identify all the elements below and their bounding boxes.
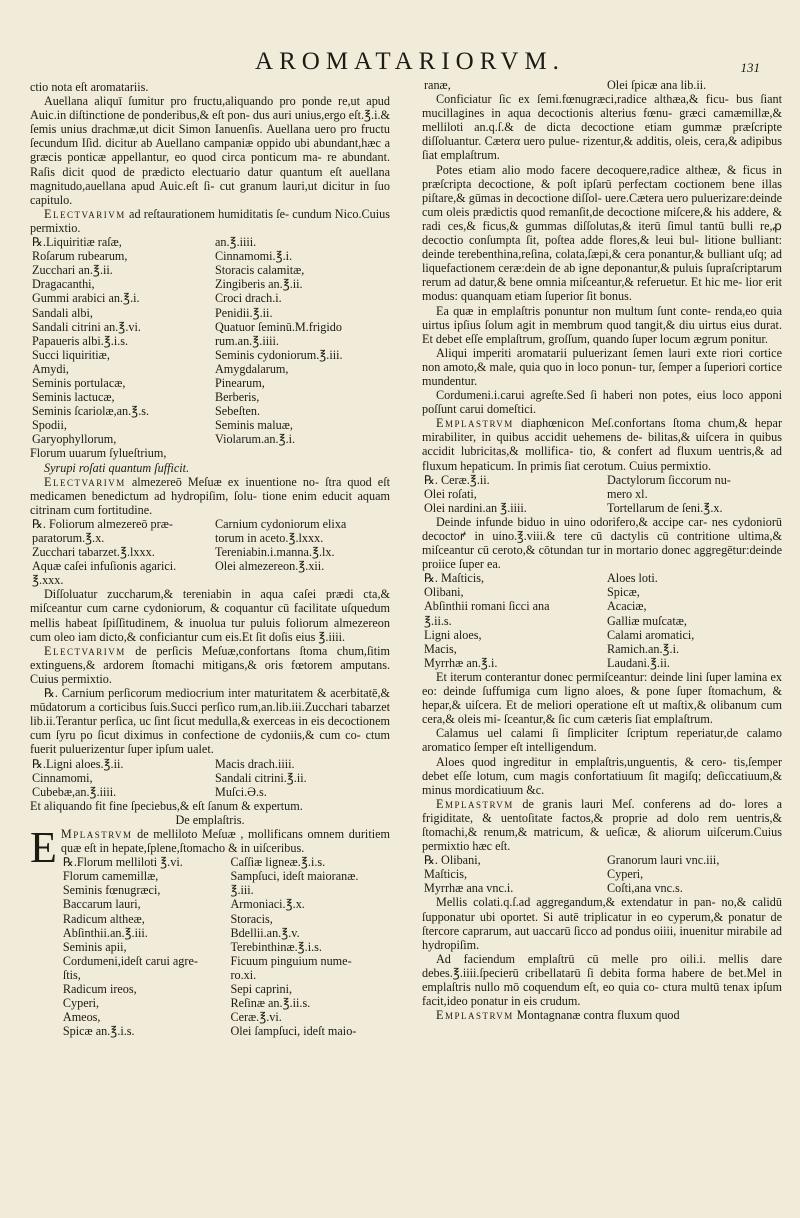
recipe-ingredient: Garyophyllorum, <box>32 432 117 447</box>
recipe-ingredient: Storacis calamitæ, <box>215 263 305 278</box>
recipe-ingredient: ℞. Maſticis, <box>424 571 485 586</box>
recipe-ingredient: Ceræ.℥.vi. <box>230 1010 282 1025</box>
recipe-ingredient: Zucchari tabarzet.℥.lxxx. <box>32 545 155 560</box>
recipe-ingredient: Olei nardini.an ℥.iiii. <box>424 500 527 515</box>
recipe-ingredient: Quatuor ſeminū.M.frigido <box>215 319 342 334</box>
section-heading: De emplaſtris. <box>175 812 245 827</box>
right-column <box>422 78 782 1208</box>
recipe-ingredient: Sebeſten. <box>215 404 261 419</box>
recipe-ingredient: Seminis fœnugræci, <box>62 883 161 898</box>
paragraph: Electvarivm almezereō Meſuæ ex inuentione no‑ ſtra quod eſt medicamen benedictum ad hydropiſim, ſolu‑ tione enim educit aquam citrinam cum fortitudine. <box>30 474 390 517</box>
recipe-ingredient: Florum camemillæ, <box>62 869 159 884</box>
paragraph: Emplastrvm Montagnanæ contra fluxum quod <box>436 1008 680 1023</box>
recipe-ingredient: Carnium cydoniorum elixa <box>215 516 347 531</box>
recipe-ingredient: Macis, <box>424 641 457 656</box>
recipe-ingredient: Spicæ an.℥.i.s. <box>62 1024 135 1039</box>
recipe-ingredient: Seminis portulacæ, <box>32 375 126 390</box>
recipe-ingredient: Reſinæ an.℥.ii.s. <box>230 996 311 1011</box>
paragraph: ℞. Carnium perſicorum mediocrium inter maturitatem & acerbitatē,& mūdatorum a corticibus ſuis.Succi perſico rum,an.lib.iii.Zucchari tabarzet lib.ii.Terantur perſica, uc ſint ſicut medulla,& exerceas in eis decoctionem cum ſyru po ſicut diximus in confectione de cydoniis,& cum co‑ ctum fuerit puluerizentur ſuper ipſum ualet. <box>30 686 390 757</box>
recipe-ingredient: Papaueris albi.℥.i.s. <box>32 333 129 348</box>
paragraph: Syrupi roſati quantum ſufficit. <box>44 460 190 475</box>
recipe-ingredient: Caſſiæ ligneæ.℥.i.s. <box>230 855 326 870</box>
recipe-ingredient: Pinearum, <box>215 375 265 390</box>
recipe-ingredient: Armoniaci.℥.x. <box>230 897 305 912</box>
recipe-ingredient: ℞. Ceræ.℥.ii. <box>424 472 490 487</box>
paragraph: E Mplastrvm de melliloto Meſuæ , mollificans omnem duritiem quæ eſt in hepate,ſplene,ſtomacho & in uiſceribus. <box>30 822 390 872</box>
recipe-ingredient: Sandali citrini an.℥.vi. <box>32 319 141 334</box>
recipe-ingredient: Muſci.Ə.s. <box>215 784 267 799</box>
section-lead: Electvarivm <box>44 474 126 489</box>
recipe-ingredient: mero xl. <box>607 486 648 501</box>
recipe-ingredient: ro.xi. <box>230 967 257 982</box>
paragraph: Electvarivm ad reſtaurationem humiditatis ſe‑ cundum Nico.Cuius permixtio. <box>30 206 390 235</box>
recipe-list <box>30 757 390 799</box>
paragraph: Et aliquando fit fine ſpeciebus,& eſt ſanum & expertum. <box>30 798 303 813</box>
recipe-ingredient: an.℥.iiii. <box>215 235 257 250</box>
recipe-ingredient: Tereniabin.i.manna.℥.lx. <box>215 545 335 560</box>
paragraph: Deinde infunde biduo in uino odorifero,& accipe car‑ nes cydoniorū decoctoꝵ in uino.℥.viii.& tere cū dactylis cū contritione ultima,& miſceantur cū ceroto,& cōtundan tur in mortario donec aggregētur:deinde proiice ſuper ea. <box>422 514 782 572</box>
recipe-ingredient: Berberis, <box>215 390 260 405</box>
recipe-ingredient: ℞. Olibani, <box>424 853 481 868</box>
recipe-ingredient: Amygdalarum, <box>215 361 289 376</box>
recipe-ingredient: Radicum ireos, <box>62 982 137 996</box>
recipe-ingredient: Spodii, <box>32 418 67 433</box>
recipe-ingredient: Roſarum rubearum, <box>32 249 128 264</box>
recipe-ingredient: rum.an.℥.iiii. <box>215 333 279 348</box>
section-lead: Electvarivm <box>44 643 126 658</box>
paragraph: Emplastrvm diaphœnicon Meſ.confortans ſtoma chum,& hepar mirabiliter, in quibus accidit uehemens de‑ bilitas,& uiſcera in quibus accidit lubricitas,& mollifica‑ tio, & confert ad fluxum uentris,& ad fluxum hepaticum. In primis ſiat cerotum. Cuius permixtio. <box>422 416 782 473</box>
left-column <box>30 80 390 1210</box>
recipe-ingredient: Seminis maluæ, <box>215 418 293 433</box>
recipe-ingredient: Tortellarum de ſeni.℥.x. <box>607 500 723 515</box>
recipe-ingredient: Dactylorum ſiccorum nu‑ <box>607 472 731 487</box>
recipe-ingredient: Radicum altheæ, <box>62 911 145 926</box>
paragraph: Diſſoluatur zuccharum,& tereniabin in aqua caſei prædi cta,& miſceantur cum carne cydoniorum, & coquantur cū facilitate uſquedum mellis habeat ſpiſſitudinem, & inuolua tur puluis foliorum almezereon cum oleo iam dicto,& conficiantur cum eis.Et ſit doſis eius ℥.iiii. <box>30 587 390 644</box>
recipe-list <box>30 235 390 446</box>
recipe-ingredient: Ameos, <box>62 1010 101 1025</box>
recipe-ingredient: ℥.ii.s. <box>424 613 452 628</box>
recipe-ingredient: Laudani.℥.ii. <box>607 655 670 670</box>
recipe-list <box>422 853 782 895</box>
recipe-ingredient: ℞. Foliorum almezereō præ‑ <box>32 516 173 531</box>
recipe-ingredient: Macis drach.iiii. <box>215 756 295 771</box>
recipe-ingredient: Sampſuci, ideſt maioranæ. <box>230 869 359 884</box>
recipe-ingredient: ℥.iii. <box>230 883 254 898</box>
recipe-ingredient: Calami aromatici, <box>607 627 695 642</box>
recipe-ingredient: Coſti,ana vnc.s. <box>607 881 683 896</box>
recipe-ingredient: ranæ, <box>424 78 451 92</box>
paragraph: Calamus uel calami ſi ſimpliciter ſcriptum reperiatur,de calamo aromatico ſemper eſt intelligendum. <box>422 726 782 755</box>
recipe-ingredient: paratorum.℥.x. <box>32 531 105 545</box>
recipe-ingredient: Ficuum pinguium nume‑ <box>230 953 352 968</box>
recipe-ingredient: Cinnamomi.℥.i. <box>215 249 293 264</box>
paragraph: Ea quæ in emplaſtris ponuntur non multum ſunt conte‑ renda,eo quia uirtus ipſius ſolum agit in membrum quod tangit,& diu uirtus eius durat. Et debet eſſe emplaſtrum, groſſum, quando ſuper locum ægrum ponitur. <box>422 303 782 346</box>
recipe-ingredient: Spicæ, <box>607 585 640 600</box>
recipe-ingredient: Granorum lauri vnc.iii, <box>607 853 720 868</box>
recipe-ingredient: Olei ſampſuci, ideſt maio‑ <box>230 1024 357 1039</box>
recipe-ingredient: Croci drach.i. <box>215 291 282 306</box>
recipe-ingredient: Cubebæ,an.℥.iiii. <box>32 784 117 799</box>
paragraph: Potes etiam alio modo facere decoquere,radice altheæ, & ficus in præſcripta decoctione, & poſt ipſarū perfectam coctionem bene illas piſtare,& gūmas in decoctione diſſol‑ uere.Cætera uero puluerizare:deinde cum oleis prædictis quod remanſit,de decoctione miſcere,& his addere, & radi ces,& ficus,& gummas diſſolutas,& iterū ſimul tantū bulli re,ꝓ decoctio conſumpta ſit, poſtea adde flores,& leui bul‑ litione bulliant: deinde terebenthina,reſina, colata,ſæpi,& cera ponantur,& bulliant uſq; ad liquefactionem ceræ:dein de ab igne deponantur,& puluis ſupraſcriptarum rerum ad datur,& bene omnia miſceantur,& referuetur. Et hic me‑ lior erit modus: quanquam etiam ſuperior ſit bonus. <box>422 162 782 304</box>
recipe-ingredient: ℞.Florum melliloti ℥.vi. <box>62 855 183 870</box>
recipe-ingredient: Maſticis, <box>424 867 467 882</box>
drop-cap: E <box>30 822 57 872</box>
recipe-ingredient: Abſinthii romani ſicci ana <box>424 599 550 614</box>
paragraph: Emplastrvm de granis lauri Meſ. conferens ad do‑ lores a frigiditate, & uentoſitate factos,& proprie ad dolo rem uentris,& ſtomachi,& renum,& matricum, & ueſicæ, & aliorum uiſcerum.Cuius permixtio hæc eſt. <box>422 796 782 854</box>
paragraph: Et iterum conterantur donec permiſceantur: deinde lini ſuper lamina ex eo: deinde ſuffumiga cum ligno aloes, & pone ſuper ſtomachum, & hepar,& uiſcera. Et de meliori operatione eſt ut maſtix,& olibanum cum cera,& oleis mi‑ ſceantur,& ſic cum cæteris ſiat emplaſtrum. <box>422 669 782 727</box>
recipe-ingredient: Acaciæ, <box>607 599 647 614</box>
section-lead: Emplastrvm <box>436 796 514 811</box>
recipe-ingredient: Terebinthinæ.℥.i.s. <box>230 939 322 954</box>
recipe-ingredient: ℥.xxx. <box>32 573 64 588</box>
section-lead: Emplastrvm <box>436 1008 514 1023</box>
recipe-ingredient: ℞.Ligni aloes.℥.ii. <box>32 756 124 771</box>
recipe-list <box>61 855 390 1038</box>
recipe-ingredient: Sandali citrini.℥.ii. <box>215 770 307 785</box>
paragraph: Conficiatur ſic ex ſemi.fœnugræci,radice althæa,& ficu‑ bus ſiant mucillagines in aqua decoctionis alterius fœnu‑ græci camæmillæ,& melliloti an.q.ſ.& de dicta decoctione etiam gummæ præſcripte diſſoluantur. Cæterα uero pulue‑ rizentur,& additis, oleis, cera,& adipibus ſiat emplaſtrum. <box>422 92 782 163</box>
recipe-ingredient: Seminis cydoniorum.℥.iii. <box>215 347 343 362</box>
paragraph: Florum uuarum ſylueſtrium, <box>30 446 167 461</box>
recipe-ingredient: Gummi arabici an.℥.i. <box>32 291 140 306</box>
recipe-ingredient: Seminis lactucæ, <box>32 390 115 405</box>
paragraph: Cordumeni.i.carui agreſte.Sed ſi haberi non potes, eius loco apponi poſſunt carui domeſtici. <box>422 388 782 417</box>
recipe-ingredient: Aquæ caſei infuſionis agarici. <box>32 559 177 574</box>
recipe-ingredient: Storacis, <box>230 911 273 926</box>
recipe-ingredient: Ramich.an.℥.i. <box>607 641 680 656</box>
recipe-ingredient: Olei roſati, <box>424 486 477 501</box>
recipe-ingredient: Seminis ſcariolæ,an.℥.s. <box>32 404 150 419</box>
recipe-ingredient: Cyperi, <box>607 867 644 882</box>
recipe-ingredient: Penidii.℥.ii. <box>215 305 273 320</box>
recipe-ingredient: Sepi caprini, <box>230 982 293 996</box>
recipe-ingredient: Aloes loti. <box>607 571 658 586</box>
page-number: 131 <box>740 60 760 75</box>
recipe-ingredient: Succi liquiritiæ, <box>32 347 110 362</box>
paragraph: ctio nota eſt aromatariis. <box>30 80 149 94</box>
recipe-ingredient: Cyperi, <box>62 996 100 1011</box>
recipe-ingredient: Baccarum lauri, <box>62 897 141 912</box>
section-lead: Electvarivm <box>44 206 126 221</box>
recipe-ingredient: Myrrhæ ana vnc.i. <box>424 881 514 896</box>
section-lead: Emplastrvm <box>436 416 514 431</box>
recipe-ingredient: Bdellii.an.℥.v. <box>230 925 300 940</box>
recipe-list <box>422 78 782 92</box>
paragraph: Auellana aliquī ſumitur pro fructu,aliquando pro ponde re,ut apud Auic.in diſtinctione de ponderibus,& eſt pon‑ dus auri unius,ergo eſt.℥.i.& ſemis unius drachmæ,ut dicit Simon Ianuenſis. Auellana uero pro fructu ſecundum Iſid. dicitur ab Auellano campaniæ oppido ubi abundant,hæc a græcis ponticæ appellantur, eo quod circa ponticum ma‑ re abundant. Raſis dicit quod de prædicto electuario datur quantum eſt auellana magnitudo,auellana apud Auic.eſt ſi‑ cut granum lauri,ut dicitur in ſuo capitulo. <box>30 94 390 207</box>
recipe-ingredient: ℞.Liquiritiæ raſæ, <box>32 235 122 250</box>
recipe-ingredient: Abſinthii.an.℥.iii. <box>62 925 148 940</box>
recipe-ingredient: Zingiberis an.℥.ii. <box>215 277 303 292</box>
paragraph: Ad faciendum emplaſtrū cū melle pro oili.i. mellis dare debes.℥.iiii.ſpecierū cribellatarū ſi debita forma habere de bet.Mel in emplaſtris nullo mō coquendum eſt, eo quia co‑ ctura multū tenax ipſum facit,ideo ponatur in eis crudum. <box>422 951 782 1009</box>
recipe-list <box>30 517 390 587</box>
running-title: AROMATARIORVM. <box>255 48 565 75</box>
paragraph: Electvarivm de perſicis Meſuæ,confortans ſtoma chum,ſitim extinguens,& ardorem ſtomachi mitigans,& oris fœtorem amputans. Cuius permixtio. <box>30 643 390 686</box>
recipe-ingredient: Galliæ muſcatæ, <box>607 613 687 628</box>
recipe-ingredient: Sandali albi, <box>32 305 93 320</box>
section-lead: Mplastrvm <box>60 826 133 841</box>
recipe-ingredient: Olei almezereon.℥.xii. <box>215 559 325 574</box>
recipe-ingredient: Cinnamomi, <box>32 770 93 785</box>
page-header <box>0 48 800 78</box>
recipe-ingredient: ſtis, <box>62 967 81 982</box>
recipe-ingredient: Olei ſpicæ ana lib.ii. <box>607 78 707 92</box>
recipe-ingredient: Seminis apii, <box>62 939 127 954</box>
paragraph: Aloes quod ingreditur in emplaſtris,unguentis, & cero‑ tis,ſemper debet eſſe lotum, cum magis confortatiuum ſit magiſq; deſiccatiuum,& minus mordicatiuum &c. <box>422 754 782 797</box>
recipe-ingredient: Ligni aloes, <box>424 627 482 642</box>
recipe-ingredient: Myrrhæ an.℥.i. <box>424 655 498 670</box>
recipe-list <box>422 473 782 515</box>
recipe-ingredient: Dragacanthi, <box>32 277 95 292</box>
recipe-ingredient: Amydi, <box>32 361 69 376</box>
recipe-list <box>422 571 782 670</box>
recipe-ingredient: Zucchari an.℥.ii. <box>32 263 113 278</box>
paragraph: Aliqui imperiti aromatarii puluerizant ſemen lauri exte riori cortice non amoto,& male, quia quo in loco ponun‑ tur, ſemper a ſuperiori cortice mundentur. <box>422 345 782 388</box>
recipe-ingredient: Olibani, <box>424 585 464 600</box>
paragraph: Mellis colati.q.ſ.ad aggregandum,& extendatur in pan‑ no,& calidū ſupponatur ubi oportet. Si autē triplicatur in eo cyperum,& ponatur de ſtercore caprarum, aut uaccarū ſicco ad pondus oiiii, inuenitur mirabile ad hydropiſim. <box>422 895 782 952</box>
recipe-ingredient: torum in aceto.℥.lxxx. <box>215 531 324 545</box>
recipe-ingredient: Violarum.an.℥.i. <box>215 432 296 447</box>
recipe-ingredient: Cordumeni,ideſt carui agre‑ <box>62 953 198 968</box>
